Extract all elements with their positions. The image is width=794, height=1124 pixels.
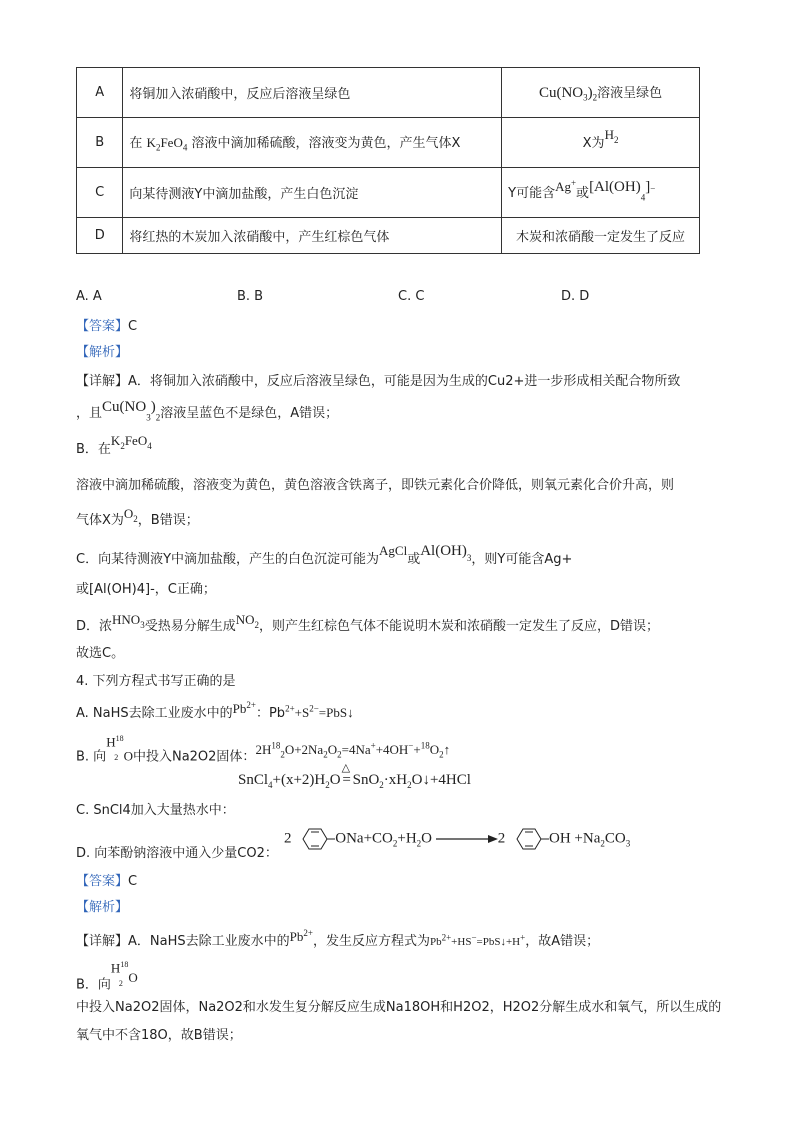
option-a: A. A xyxy=(76,289,102,304)
row-key: B xyxy=(77,118,123,168)
q4-option-c: C. SnCl4加入大量热水中： xyxy=(76,803,235,818)
arrow-icon xyxy=(436,833,498,845)
table-row xyxy=(77,68,700,118)
answer-line: 【答案】C xyxy=(76,874,138,889)
row-statement: 向某待测液Y中滴加盐酸，产生白色沉淀 xyxy=(123,168,502,218)
detail-line: 气体X为$O_2$，B错误； xyxy=(76,506,199,528)
table-row xyxy=(77,218,700,254)
options-table xyxy=(76,67,700,254)
row-conclusion: 木炭和浓硝酸一定发生了反应 xyxy=(502,218,700,254)
row-conclusion: $Cu(NO_3)_2$溶液呈绿色 xyxy=(502,68,700,118)
benzene-ring-icon xyxy=(509,826,549,852)
detail-line: B．在$K_2FeO_4$ xyxy=(76,433,152,457)
detail-line: 或[Al(OH)4]-，C正确； xyxy=(76,582,216,597)
q4-option-b: B. 向$H^{18}$ $_2$ O中投入Na2O2固体：$2H^{18}_2O+2Na_2O_2=4Na^++4OH^-+^{18}O_2↑$ xyxy=(76,734,451,765)
detail-line: 【详解】A．NaHS去除工业废水中的$Pb^{2+}$，发生反应方程式为$Pb^{2+}+HS^-=PbS↓+H^+$，故A错误； xyxy=(76,927,600,949)
detail-line: 【详解】A．将铜加入浓硝酸中，反应后溶液呈绿色，可能是因为生成的Cu2+进一步形成相关配合物所致 xyxy=(76,374,681,389)
answer-line: 【答案】C xyxy=(76,319,138,334)
row-statement: 在 $K_2FeO_4$ 溶液中滴加稀硫酸，溶液变为黄色，产生气体X xyxy=(123,118,502,168)
row-conclusion: Y可能含Ag+或$[Al(OH)_4]^-$ xyxy=(502,168,700,218)
row-key: C xyxy=(77,168,123,218)
q4-option-c-equation: $SnCl_4+(x+2)H_2O$ △ = $SnO_2\cdot xH_2O↓+4HCl$ xyxy=(238,762,471,790)
detail-line: 溶液中滴加稀硫酸，溶液变为黄色，黄色溶液含铁离子，即铁元素化合价降低，则氧元素化合价升高，则 xyxy=(76,478,675,493)
row-key: A xyxy=(77,68,123,118)
table-row xyxy=(77,118,700,168)
row-key: D xyxy=(77,218,123,254)
row-statement: 将铜加入浓硝酸中，反应后溶液呈绿色 xyxy=(123,68,502,118)
q4-option-d: D. 向苯酚钠溶液中通入少量CO2： xyxy=(76,846,278,861)
q4-option-d-equation: 2 $ONa+CO_2+H_2O$ 2 OH $+Na_2CO_3$ xyxy=(284,826,630,852)
question-4: 4. 下列方程式书写正确的是 xyxy=(76,674,236,689)
detail-line: C．向某待测液Y中滴加盐酸，产生的白色沉淀可能为AgCl或$Al(OH)_3$，则Y可能含Ag+ xyxy=(76,543,573,567)
analysis-heading: 【解析】 xyxy=(76,345,129,360)
option-c: C. C xyxy=(398,289,425,304)
detail-line: 氧气中不含18O，故B错误； xyxy=(76,1028,242,1043)
option-d: D. D xyxy=(561,289,590,304)
detail-line: D．浓$HNO_3$受热易分解生成$NO_2$，则产生红棕色气体不能说明木炭和浓硝酸一定发生了反应，D错误； xyxy=(76,612,659,634)
benzene-ring-icon xyxy=(295,826,335,852)
detail-line: 中投入Na2O2固体，Na2O2和水发生复分解反应生成Na18OH和H2O2，H2O2分解生成水和氧气，所以生成的 xyxy=(76,1000,722,1015)
row-conclusion: X为$H_2$ xyxy=(502,118,700,168)
option-b: B. B xyxy=(237,289,264,304)
analysis-heading: 【解析】 xyxy=(76,900,129,915)
q4-option-a: A. NaHS去除工业废水中的$Pb^{2+}$：$Pb^{2+}+S^{2-}=PbS↓$ xyxy=(76,699,354,721)
detail-line: B．向$H^{18}$ $_2$ O xyxy=(76,960,138,993)
table-row xyxy=(77,168,700,218)
detail-line: 故选C。 xyxy=(76,646,125,661)
row-statement: 将红热的木炭加入浓硝酸中，产生红棕色气体 xyxy=(123,218,502,254)
detail-line: ，且$Cu(NO_3)_2$溶液呈蓝色不是绿色，A错误； xyxy=(76,399,339,423)
